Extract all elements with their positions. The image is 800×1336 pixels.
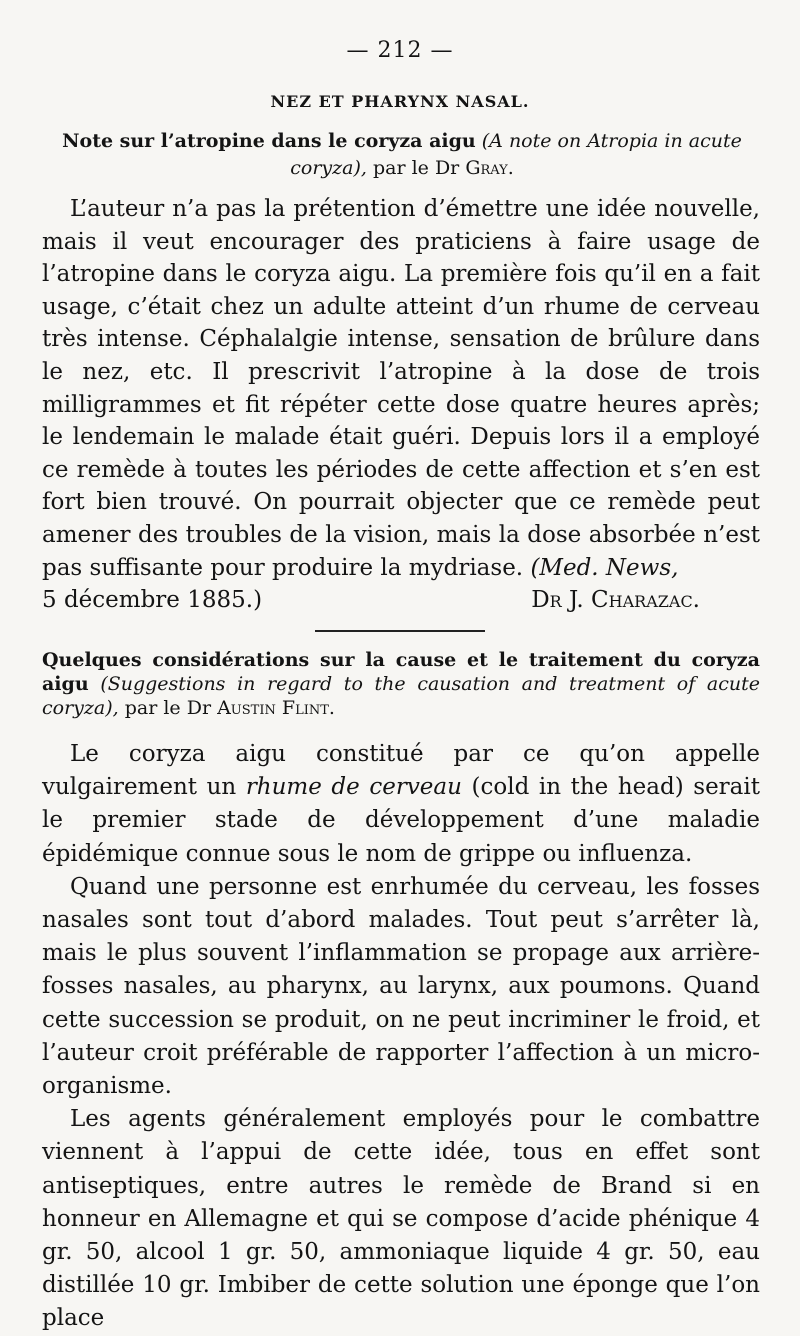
article-2-title — [42, 648, 760, 720]
article-1-text: L’auteur n’a pas la prétention d’émettre une idée nouvelle, mais il veut encourager des praticiens à faire usage de l’atropine dans le coryza aigu. La première fois qu’il en a fait usage, c’était chez un adulte atteint d’un rhume de cerveau très intense. Céphalalgie intense, sensation de brûlure dans le nez, etc. Il prescrivit l’atropine à la dose de trois milligrammes et fit répéter cette dose quatre heures après; le lendemain le malade était guéri. Depuis lors il a employé ce remède à toutes les périodes de cette affection et s’en est fort bien trouvé. On pourrait objecter que ce remède peut amener des troubles de la vision, mais la dose absorbée n’est pas suffisante pour produire la mydriase. — [42, 196, 760, 581]
article-1-date: 5 décembre 1885.) — [42, 587, 263, 614]
article-1-title-main: Note sur l’atropine dans le coryza aigu — [62, 130, 476, 152]
article-1-body — [42, 193, 760, 617]
article-1-citation: (Med. News, — [530, 554, 679, 581]
article-2-title-main: Quelques considérations sur la cause et le traitement du coryza aigu — [42, 649, 760, 695]
article-1-paragraph — [42, 193, 760, 584]
article-1-title — [42, 128, 762, 182]
article-2-title-by: par le Dr — [124, 697, 212, 719]
article-1-signature-row — [42, 584, 760, 617]
article-2-title-english: (Suggestions in regard to the causation and treatment of acute coryza), — [42, 673, 760, 719]
article-2-p1-italic: rhume de cerveau — [245, 774, 462, 801]
article-1-author: Gray. — [465, 157, 514, 179]
article-2-body — [42, 738, 760, 1336]
article-1-title-english: (A note on Atropia in acute coryza), — [290, 130, 742, 179]
article-2-paragraph-2: Quand une personne est enrhumée du cerveau, les fosses nasales sont tout d’abord malades. Tout peut s’arrêter là, mais le plus souvent l’inflammation se propage aux arrière-fosses nasales, au pharynx, au larynx, aux poumons. Quand cette succession se produit, on ne peut incriminer le froid, et l’auteur croit préférable de rapporter l’affection à un micro-organisme. — [42, 873, 760, 1100]
article-1-signature: Dr J. Charazac. — [531, 587, 700, 614]
separator-rule — [315, 630, 485, 632]
article-2-p1-start: Le coryza aigu constitué par ce qu’on appelle vulgairement un — [42, 741, 760, 801]
page-number: — 212 — — [346, 38, 454, 63]
article-2-paragraph-3: Les agents généralement employés pour le combattre viennent à l’appui de cette idée, tous en effet sont antiseptiques, entre autres le remède de Brand si en honneur en Allemagne et qui se compose d’acide phénique 4 gr. 50, alcool 1 gr. 50, ammoniaque liquide 4 gr. 50, eau distillée 10 gr. Imbiber de cette solution une éponge que l’on place — [42, 1106, 760, 1332]
article-2-author: Austin Flint. — [217, 697, 335, 719]
article-1-title-by: par le Dr — [372, 157, 460, 179]
section-heading: NEZ ET PHARYNX NASAL. — [270, 92, 530, 111]
article-2-p1-end: (cold in the head) serait le premier stade de développement d’une maladie épidémique connue sous le nom de grippe ou influenza. — [42, 774, 760, 867]
article-2-paragraph-1 — [42, 738, 760, 871]
